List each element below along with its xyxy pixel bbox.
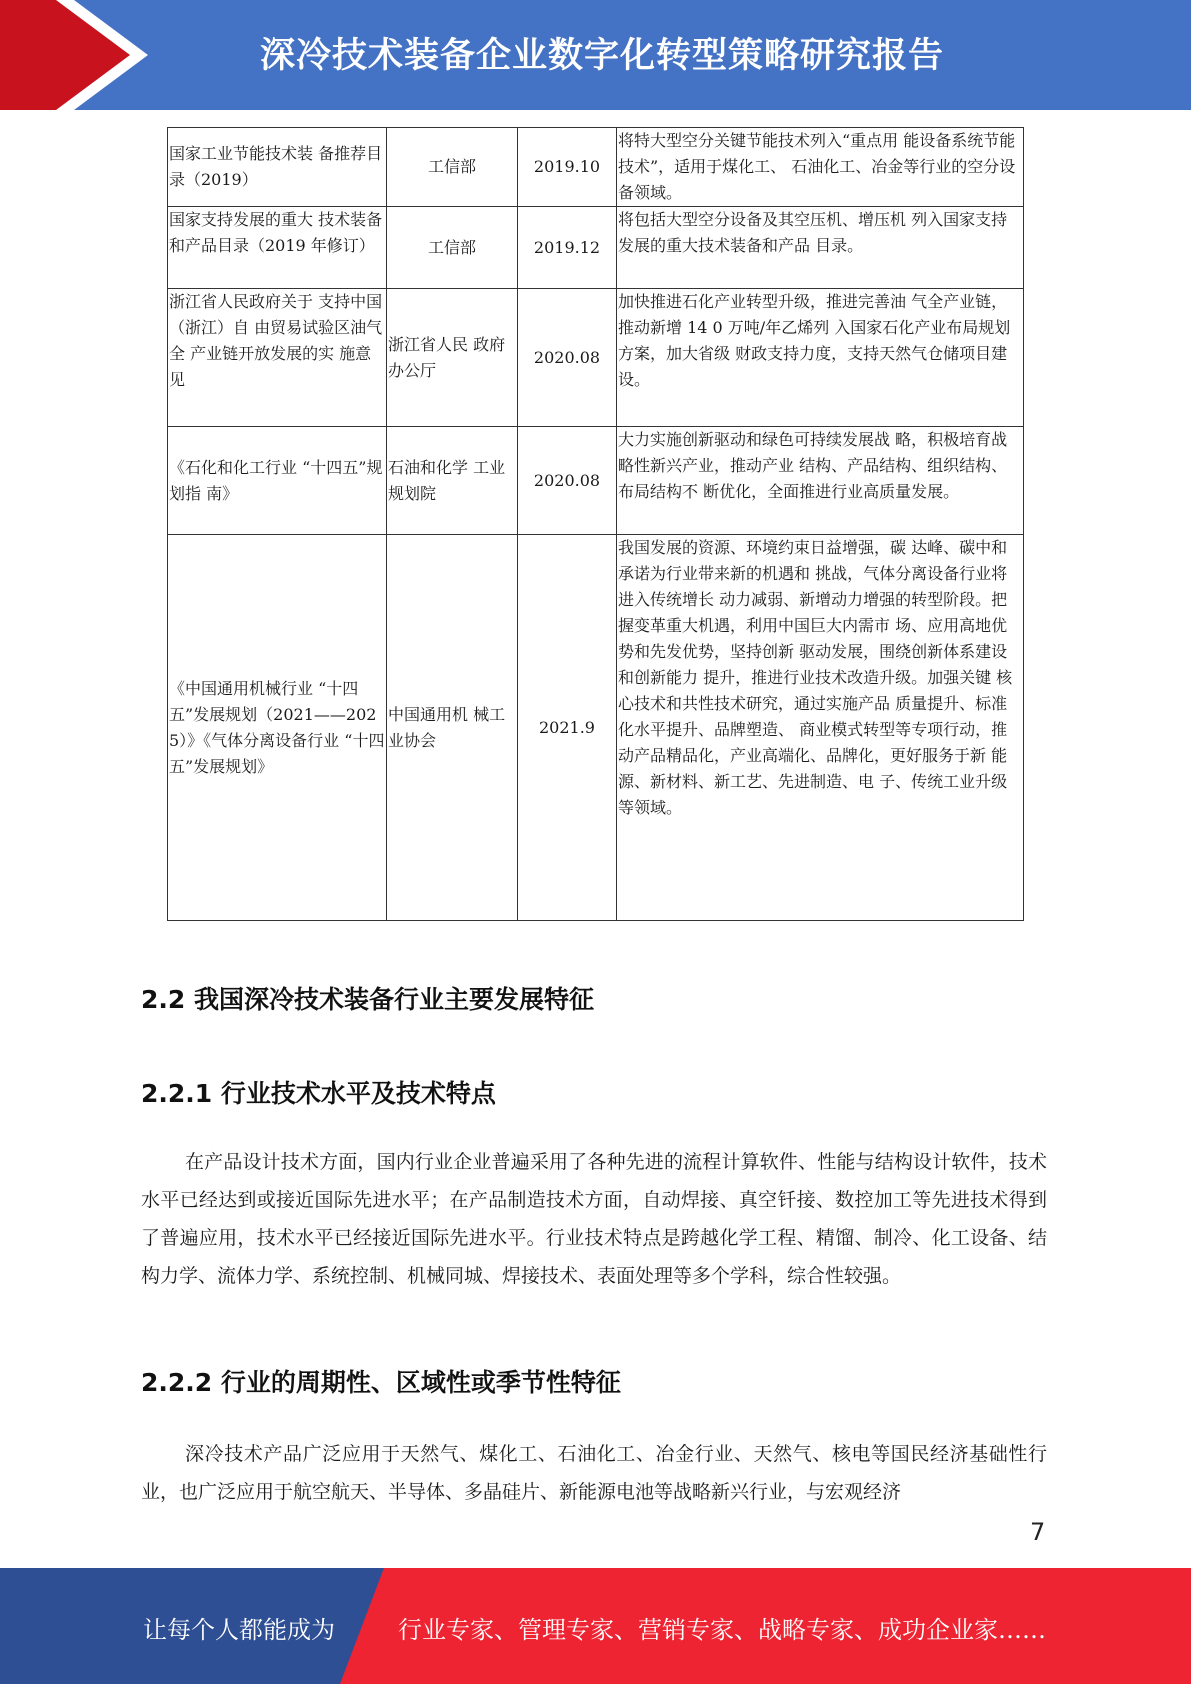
table-row xyxy=(168,128,1024,207)
policy-content: 加快推进石化产业转型升级，推进完善油 气全产业链，推动新增 14 0 万吨/年乙烯列 入国家石化产业布局规划方案，加大省级 财政支持力度，支持天然气仓储项目建 设。 xyxy=(617,289,1024,427)
section-heading-2-2-1: 2.2.1 行业技术水平及技术特点 xyxy=(141,1079,496,1108)
policy-date: 2019.12 xyxy=(518,207,617,289)
section-heading-2-2-2: 2.2.2 行业的周期性、区域性或季节性特征 xyxy=(141,1368,621,1397)
table-row xyxy=(168,427,1024,535)
table-row xyxy=(168,207,1024,289)
policy-department: 工信部 xyxy=(387,128,518,207)
policy-date: 2020.08 xyxy=(518,289,617,427)
footer-slogan-left: 让每个人都能成为 xyxy=(143,1616,335,1644)
policy-table xyxy=(167,127,1024,921)
page-number: 7 xyxy=(1030,1518,1046,1546)
table-row xyxy=(168,289,1024,427)
policy-date: 2021.9 xyxy=(518,535,617,921)
footer-slogan-right: 行业专家、管理专家、营销专家、战略专家、成功企业家…… xyxy=(398,1616,1046,1644)
policy-date: 2019.10 xyxy=(518,128,617,207)
policy-department: 石油和化学 工业规划院 xyxy=(387,427,518,535)
policy-document: 《石化和化工行业 “十四五”规划指 南》 xyxy=(168,427,387,535)
policy-document: 《中国通用机械行业 “十四五”发展规划（2021——2025）》《气体分离设备行业 “十四五”发展规划》 xyxy=(168,535,387,921)
report-title: 深冷技术装备企业数字化转型策略研究报告 xyxy=(260,36,945,76)
policy-department: 浙江省人民 政府办公厅 xyxy=(387,289,518,427)
table-row xyxy=(168,535,1024,921)
page-footer xyxy=(0,1568,1191,1684)
paragraph-cyclicality: 深冷技术产品广泛应用于天然气、煤化工、石油化工、冶金行业、天然气、核电等国民经济基础性行业，也广泛应用于航空航天、半导体、多晶硅片、新能源电池等战略新兴行业，与宏观经济 xyxy=(141,1443,1047,1503)
policy-department: 工信部 xyxy=(387,207,518,289)
section-heading-2-2: 2.2 我国深冷技术装备行业主要发展特征 xyxy=(141,985,594,1014)
header-red-block xyxy=(0,0,140,110)
policy-content: 大力实施创新驱动和绿色可持续发展战 略，积极培育战略性新兴产业，推动产业 结构、产品结构、组织结构、布局结构不 断优化，全面推进行业高质量发展。 xyxy=(617,427,1024,535)
policy-department: 中国通用机 械工业协会 xyxy=(387,535,518,921)
policy-document: 浙江省人民政府关于 支持中国（浙江）自 由贸易试验区油气全 产业链开放发展的实 施意见 xyxy=(168,289,387,427)
policy-document: 国家支持发展的重大 技术装备和产品目录（2019 年修订） xyxy=(168,207,387,289)
policy-content: 将包括大型空分设备及其空压机、增压机 列入国家支持发展的重大技术装备和产品 目录。 xyxy=(617,207,1024,289)
paragraph-tech-level: 在产品设计技术方面，国内行业企业普遍采用了各种先进的流程计算软件、性能与结构设计软件，技术水平已经达到或接近国际先进水平；在产品制造技术方面，自动焊接、真空钎接、数控加工等先进技术得到了普遍应用，技术水平已经接近国际先进水平。行业技术特点是跨越化学工程、精馏、制冷、化工设备、结构力学、流体力学、系统控制、机械同城、焊接技术、表面处理等多个学科，综合性较强。 xyxy=(141,1151,1047,1287)
policy-date: 2020.08 xyxy=(518,427,617,535)
policy-document: 国家工业节能技术装 备推荐目录（2019） xyxy=(168,128,387,207)
page-header xyxy=(0,0,1191,110)
policy-content: 将特大型空分关键节能技术列入“重点用 能设备系统节能技术”，适用于煤化工、 石油化工、冶金等行业的空分设备领域。 xyxy=(617,128,1024,207)
policy-content: 我国发展的资源、环境约束日益增强，碳 达峰、碳中和承诺为行业带来新的机遇和 挑战，气体分离设备行业将进入传统增长 动力减弱、新增动力增强的转型阶段。把 握变革重大机遇，利用中国巨大内需市 场、应用高地优势和先发优势，坚持创新 驱动发展，围绕创新体系建设和创新能力 提升，推进行业技术改造升级。加强关键 核心技术和共性技术研究，通过实施产品 质量提升、标准化水平提升、品牌塑造、 商业模式转型等专项行动，推动产品精品化，产业高端化、品牌化，更好服务于新 能源、新材料、新工艺、先进制造、电 子、传统工业升级等领域。 xyxy=(617,535,1024,921)
